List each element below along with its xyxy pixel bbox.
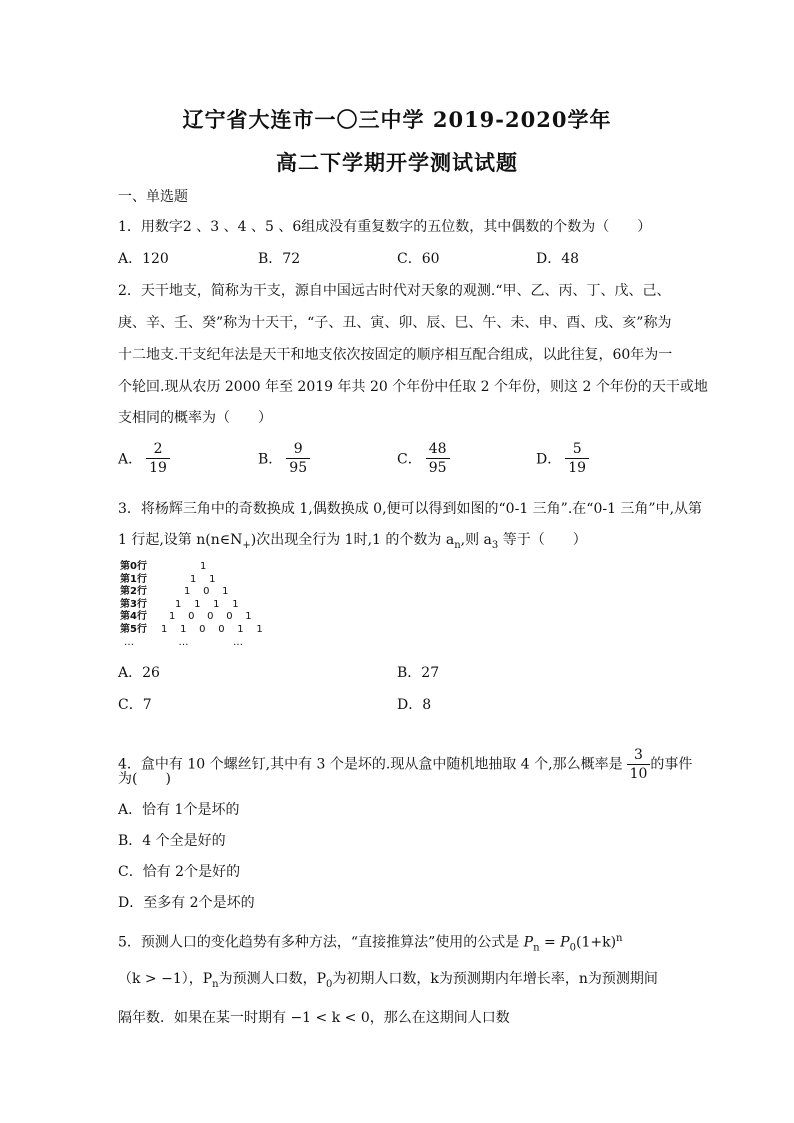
q1-option-d: D．48 [536, 251, 580, 267]
q3-text: )次出现全行为 1时,1 的个数为 a [250, 532, 455, 548]
q5-text: （k > −1），P [118, 971, 213, 987]
q1-option-c: C．60 [397, 251, 440, 267]
formula-sub: n [533, 942, 540, 954]
triangle-row-label: 第3行 [120, 598, 147, 610]
q5-text: 5．预测人口的变化趋势有多种方法，“直接推算法”使用的公式是 [118, 934, 524, 951]
q4-option-b: B．4 个全是好的 [118, 833, 226, 849]
question-4-line1 [118, 746, 692, 783]
fraction-denominator: 19 [146, 458, 170, 477]
fraction [146, 440, 170, 477]
q4-option-d: D．至多有 2个是坏的 [118, 895, 255, 911]
fraction [426, 440, 450, 477]
fraction [627, 746, 651, 783]
fraction-denominator: 19 [565, 458, 589, 477]
q1-option-b: B．72 [258, 251, 301, 267]
question-1-text: 1．用数字2 、3 、4 、5 、6组成没有重复数字的五位数，其中偶数的个数为（ ） [118, 219, 652, 235]
triangle-ellipsis: … … … [124, 637, 244, 648]
fraction-denominator: 95 [426, 458, 450, 477]
fraction-numerator: 2 [153, 441, 163, 457]
question-2-line: 十二地支.干支纪年法是天干和地支依次按固定的顺序相互配合组成，以此往复，60年为一 [118, 347, 673, 363]
q4-option-a: A．恰有 1个是坏的 [118, 802, 240, 818]
q4-text: 4．盒中有 10 个螺丝钉,其中有 3 个是坏的.现从盒中随机地抽取 4 个,那么概率是 [118, 756, 623, 773]
triangle-row-label: 第1行 [120, 573, 147, 585]
option-label: D． [536, 451, 562, 468]
fraction-numerator: 3 [634, 747, 643, 763]
q3-text: 等于（ ） [498, 532, 587, 548]
question-2-line: 支相同的概率为（ ） [118, 410, 272, 426]
question-5-line1 [118, 929, 622, 958]
q5-sub: 0 [326, 978, 333, 990]
option-label: B． [258, 451, 283, 468]
formula: P [523, 934, 534, 951]
fraction-numerator: 9 [293, 441, 303, 457]
triangle-row-values: 1 0 0 0 1 [169, 611, 252, 622]
question-5-line2 [118, 969, 658, 995]
q3-text: ,则 a [460, 532, 492, 548]
fraction [565, 440, 589, 477]
q3-sub: n [454, 539, 461, 551]
question-5-line3: 隔年数．如果在某一时期有 −1 < k < 0，那么在这期间人口数 [118, 1010, 510, 1026]
formula: = P [539, 934, 570, 951]
document-title-line1: 辽宁省大连市一〇三中学 2019-2020学年 [182, 107, 612, 132]
fraction-numerator: 5 [572, 441, 582, 457]
q3-option-a: A．26 [118, 665, 160, 681]
formula-sup: n [616, 933, 623, 944]
q4-option-c: C．恰有 2个是好的 [118, 864, 241, 880]
document-title-line2: 高二下学期开学测试试题 [276, 150, 518, 175]
question-3-line2 [118, 530, 587, 556]
triangle-row-values: 1 1 [190, 573, 216, 585]
q2-option-d [536, 440, 589, 477]
q5-text: 为初期人口数，k为预测期内年增长率，n为预测期间 [332, 971, 658, 987]
formula: (1+k) [575, 934, 617, 951]
q2-option-b [258, 440, 310, 477]
triangle-row-values: 1 0 1 [184, 586, 229, 597]
q1-option-a: A．120 [118, 251, 169, 267]
triangle-row-label: 第5行 [120, 623, 147, 635]
q2-option-a [118, 440, 170, 477]
question-4-line2: 为( ) [118, 771, 171, 787]
question-2-line: 个轮回.现从农历 2000 年至 2019 年共 20 个年份中任取 2 个年份，则这 2 个年份的天干或地 [118, 379, 708, 395]
q4-text: 的事件 [650, 756, 693, 773]
q3-sub: + [242, 539, 251, 551]
q3-option-c: C．7 [118, 697, 152, 713]
triangle-row-label: 第4行 [120, 611, 147, 622]
question-3-line1: 3．将杨辉三角中的奇数换成 1,偶数换成 0,便可以得到如图的“0-1 三角”.在“0-1 三角”中,从第 [118, 501, 703, 517]
q2-option-c [397, 440, 450, 477]
q3-text: 1 行起,设第 n(n∈N [118, 532, 243, 548]
fraction-denominator: 95 [286, 458, 310, 477]
triangle-row-label: 第2行 [120, 586, 147, 597]
fraction-denominator: 10 [627, 764, 651, 783]
section-heading: 一、单选题 [118, 189, 188, 205]
triangle-row-values: 1 1 0 0 1 1 [161, 623, 263, 635]
q5-text: 为预测人口数，P [218, 971, 327, 987]
option-label: A． [118, 451, 143, 468]
q3-sub: 3 [491, 539, 499, 551]
triangle-row-values: 1 1 1 1 [175, 598, 239, 610]
zero-one-triangle-figure [120, 561, 320, 653]
question-2-line: 2．天干地支，简称为干支，源自中国远古时代对天象的观测.“甲、乙、丙、丁、戊、己、 [118, 283, 671, 299]
q3-option-b: B．27 [397, 665, 440, 681]
option-label: C． [397, 451, 422, 468]
q3-option-d: D．8 [397, 697, 432, 713]
fraction [286, 440, 310, 477]
formula-sub: 0 [569, 942, 576, 954]
q5-sub: n [212, 978, 219, 990]
triangle-row-values: 1 [200, 561, 207, 572]
triangle-row-label: 第0行 [120, 561, 147, 572]
fraction-numerator: 48 [428, 441, 447, 457]
question-2-line: 庚、辛、壬、癸”称为十天干，“子、丑、寅、卯、辰、巳、午、未、申、酉、戌、亥”称为 [118, 315, 672, 331]
